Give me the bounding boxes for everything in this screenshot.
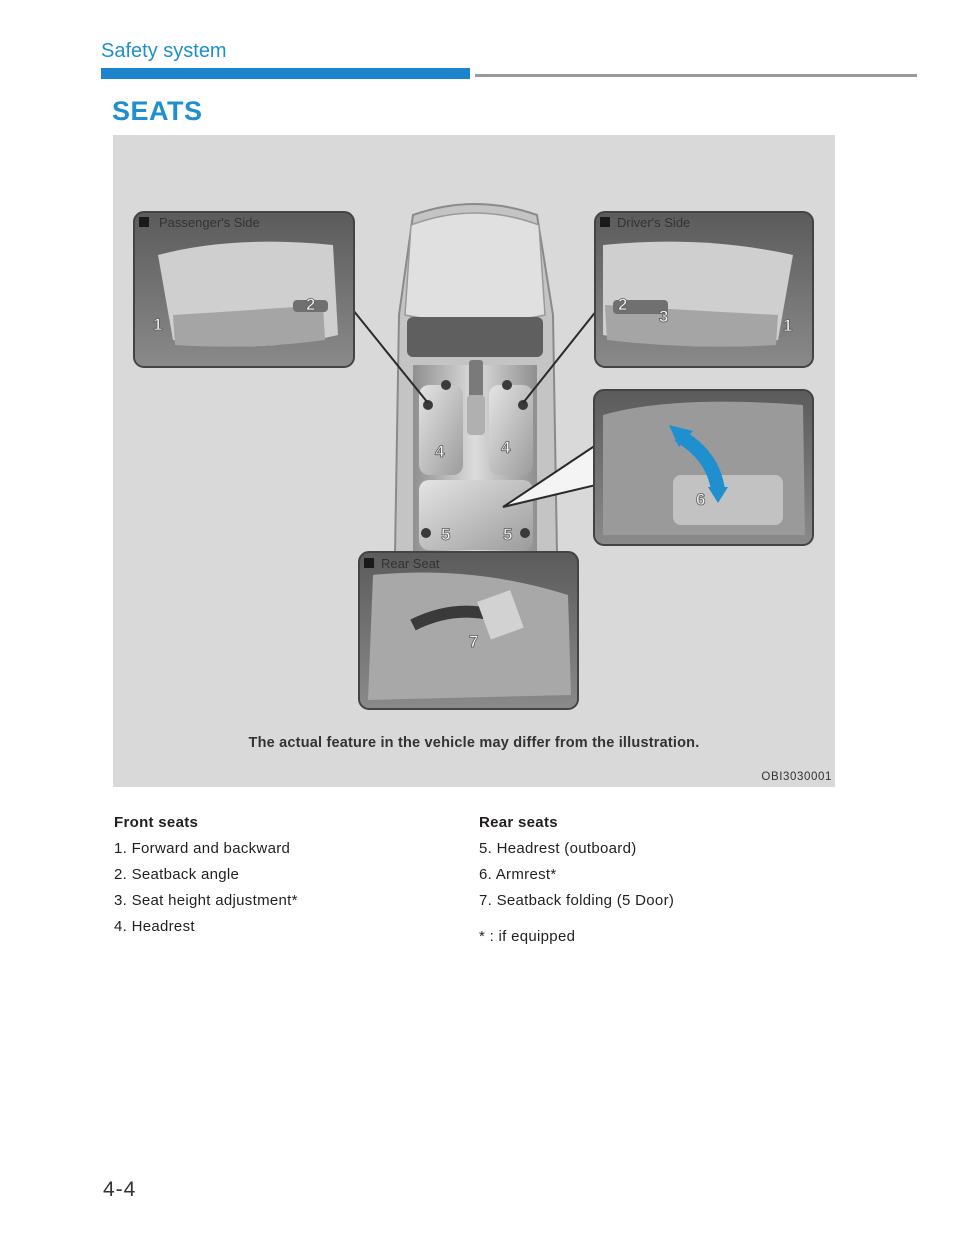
header-divider (475, 74, 917, 77)
list-item: 5. Headrest (outboard) (479, 840, 637, 857)
callout-4-left: 4 (435, 442, 445, 461)
list-item: 4. Headrest (114, 918, 195, 935)
callout-4-right: 4 (501, 438, 511, 457)
armrest-panel (594, 390, 813, 545)
callout-1-passenger: 1 (153, 315, 163, 334)
figure-caption: The actual feature in the vehicle may differ from the illustration. (248, 735, 700, 751)
header-accent-bar (101, 68, 470, 79)
rear-seat-panel (359, 552, 578, 709)
passenger-panel-label: Passenger's Side (159, 215, 260, 230)
callout-2-passenger: 2 (306, 295, 316, 314)
footnote: * : if equipped (479, 928, 576, 945)
driver-panel-label: Driver's Side (617, 215, 691, 230)
driver-marker-icon (600, 217, 610, 227)
list-item: 2. Seatback angle (114, 866, 240, 883)
front-seats-heading: Front seats (114, 814, 199, 831)
callout-5-right: 5 (503, 525, 513, 544)
rear-seats-heading: Rear seats (479, 814, 558, 831)
callout-6: 6 (696, 490, 706, 509)
driver-side-panel (595, 212, 813, 367)
callout-2-driver: 2 (618, 295, 628, 314)
car-top-view (395, 204, 557, 565)
callout-3-driver: 3 (659, 307, 669, 326)
rear-panel-label: Rear Seat (381, 556, 440, 571)
rear-marker-icon (364, 558, 374, 568)
front-seats-list (114, 810, 298, 940)
list-item: 3. Seat height adjustment* (114, 892, 298, 909)
section-title: Safety system (101, 40, 227, 62)
figure-code: OBI3030001 (761, 771, 832, 783)
page-number: 4-4 (103, 1178, 137, 1201)
rear-seats-list (479, 810, 674, 950)
list-item: 7. Seatback folding (5 Door) (479, 892, 675, 909)
illustration-svg (113, 135, 835, 787)
page-title: SEATS (112, 96, 203, 126)
list-item: 1. Forward and backward (114, 840, 291, 857)
passenger-side-panel (134, 212, 354, 367)
callout-1-driver: 1 (783, 316, 793, 335)
callout-7: 7 (469, 632, 479, 651)
callout-5-left: 5 (441, 525, 451, 544)
seats-illustration (113, 135, 835, 787)
list-item: 6. Armrest* (479, 866, 557, 883)
passenger-marker-icon (139, 217, 149, 227)
